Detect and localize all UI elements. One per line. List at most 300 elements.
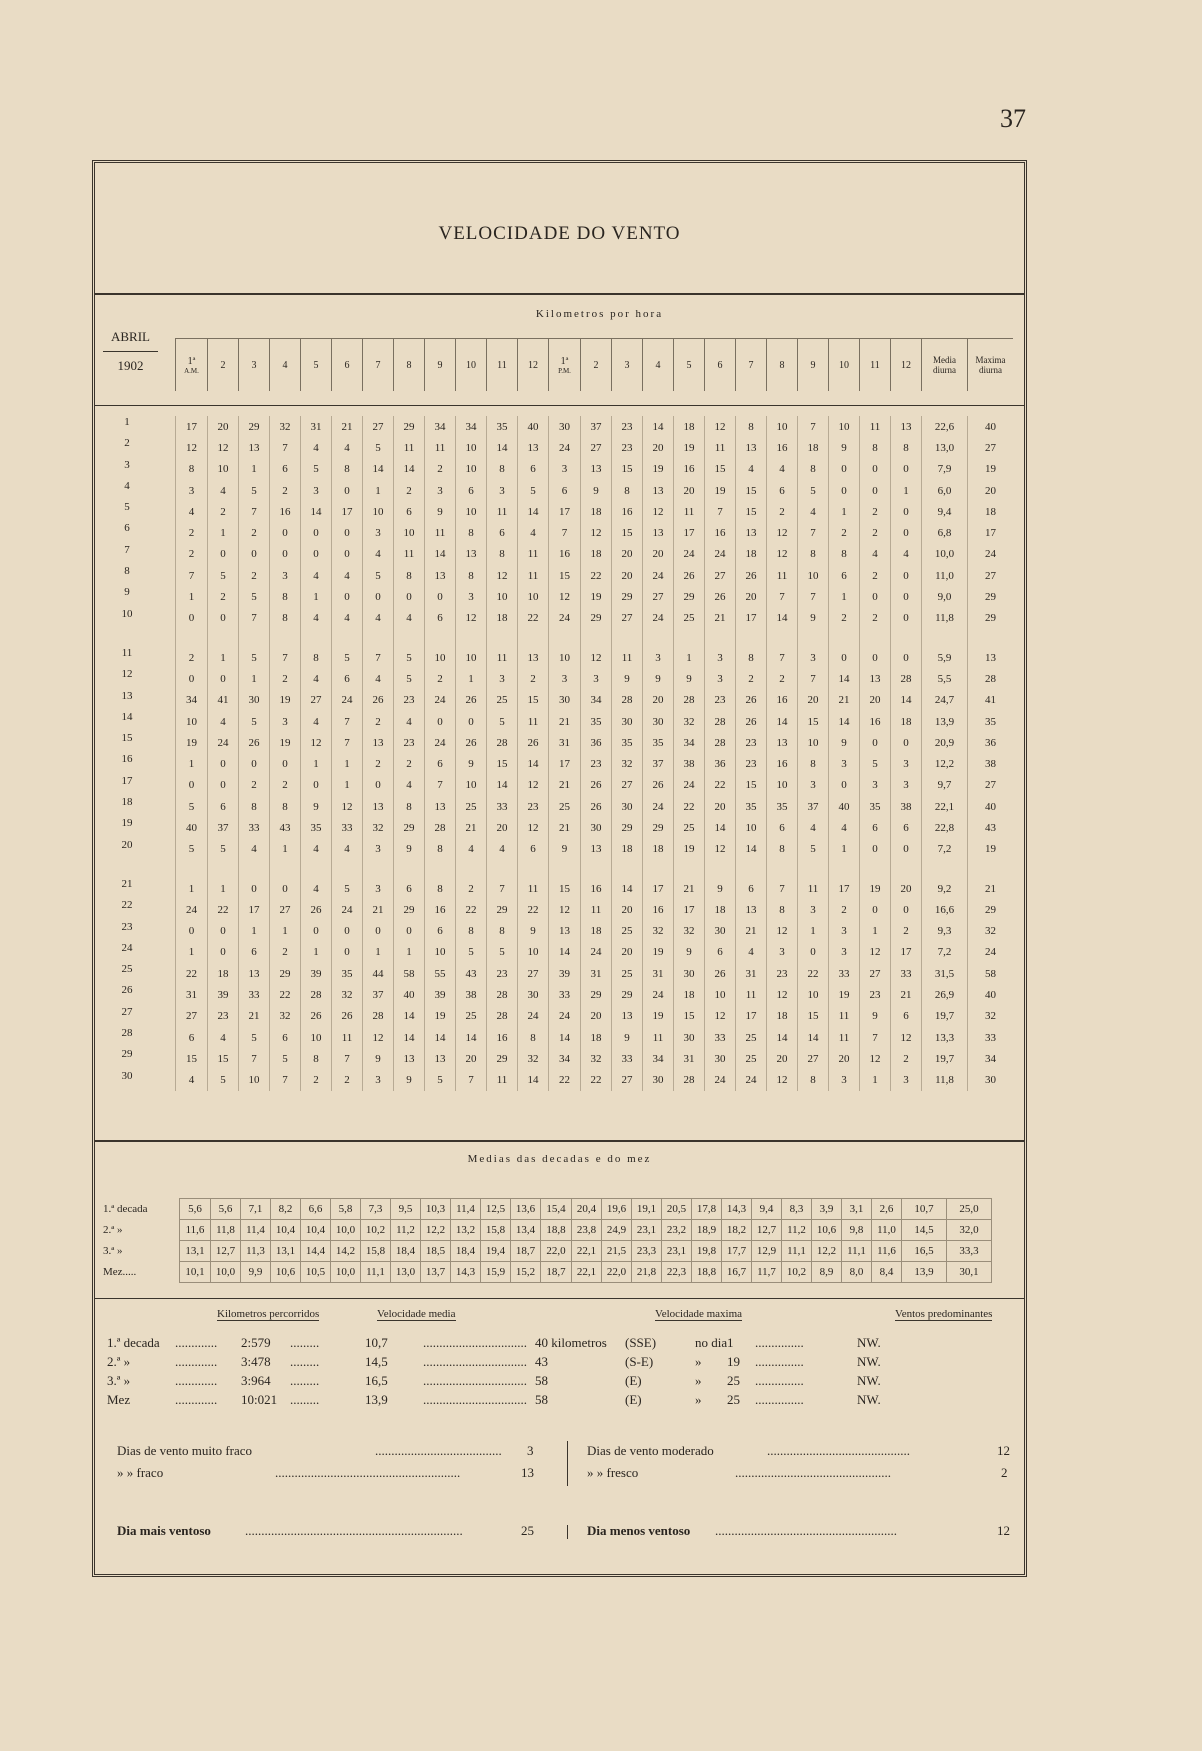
- cell: 0: [332, 942, 363, 963]
- cell: 5: [208, 1070, 239, 1091]
- divider: [95, 1298, 1024, 1299]
- summary-dia: 25: [727, 1373, 740, 1388]
- cell: 25: [549, 796, 581, 817]
- cell: 12: [332, 796, 363, 817]
- hour-header-cell: [549, 339, 581, 392]
- mais-label: Dia mais ventoso: [117, 1523, 211, 1538]
- cell: 16: [425, 899, 456, 920]
- cell: 10: [518, 586, 549, 607]
- summary-label: Mez: [107, 1392, 131, 1407]
- cell: 30: [549, 416, 581, 437]
- cell: 30: [581, 817, 612, 838]
- cell: 4: [394, 711, 425, 732]
- cell: 20: [860, 690, 891, 711]
- cell: 24: [674, 775, 705, 796]
- cell: 2: [239, 775, 270, 796]
- cell: 26: [363, 690, 394, 711]
- cell: 32: [643, 921, 674, 942]
- cell: 10: [208, 459, 239, 480]
- cell: 24: [643, 608, 674, 629]
- dots: .........: [290, 1373, 320, 1388]
- hour-label: 2: [593, 359, 599, 371]
- summary-km: 2:579: [241, 1335, 271, 1350]
- cell: 27: [968, 565, 1014, 586]
- cell: 15: [736, 480, 767, 501]
- cell: 1: [239, 459, 270, 480]
- cell: 16: [767, 753, 798, 774]
- dots: ...............: [755, 1354, 804, 1369]
- cell: 22: [581, 565, 612, 586]
- cell: 32: [674, 711, 705, 732]
- medias-cell: 10,6: [812, 1220, 842, 1241]
- cell: 4: [736, 942, 767, 963]
- summary-vel: 10,7: [365, 1335, 388, 1350]
- cell: 36: [581, 732, 612, 753]
- cell: 7: [798, 586, 829, 607]
- cell: 27: [968, 775, 1014, 796]
- medias-cell: 20,5: [662, 1199, 692, 1220]
- cell: 22: [456, 899, 487, 920]
- hour-header: [175, 338, 1013, 391]
- cell: 20: [643, 544, 674, 565]
- medias-cell: 11,1: [842, 1241, 872, 1262]
- cell: 14: [643, 416, 674, 437]
- day-label: 19: [121, 817, 133, 830]
- cell: 2: [270, 668, 301, 689]
- cell: 32: [674, 921, 705, 942]
- cell: 0: [829, 459, 860, 480]
- cell: 6,8: [922, 522, 968, 543]
- cell: 26: [581, 775, 612, 796]
- cell: 11: [612, 647, 643, 668]
- hour-label: 6: [344, 359, 350, 371]
- cell: 26: [332, 1006, 363, 1027]
- cell: 12: [301, 732, 332, 753]
- cell: 1: [332, 753, 363, 774]
- cell: 24: [643, 565, 674, 586]
- head-ventos: Ventos predominantes: [895, 1308, 993, 1320]
- cell: 34: [581, 690, 612, 711]
- medias-cell: 11,4: [451, 1199, 481, 1220]
- cell: 1: [301, 942, 332, 963]
- cell: 24: [425, 732, 456, 753]
- cell: 10: [456, 647, 487, 668]
- cell: 34: [549, 1048, 581, 1069]
- summary-km: 3:964: [241, 1373, 271, 1388]
- medias-cell: 11,7: [752, 1262, 782, 1283]
- cell: 12: [767, 1070, 798, 1091]
- medias-cell: 12,9: [752, 1241, 782, 1262]
- hour-label: 1ª: [560, 355, 569, 367]
- cell: 2: [363, 753, 394, 774]
- cell: 14: [456, 1027, 487, 1048]
- separator: [567, 1441, 568, 1486]
- cell: 13: [363, 732, 394, 753]
- cell: 11: [487, 1070, 518, 1091]
- cell: 30: [643, 711, 674, 732]
- hour-label: 11: [870, 359, 880, 371]
- cell: 0: [176, 668, 208, 689]
- cell: 18: [581, 501, 612, 522]
- dots: ........................................................: [715, 1523, 897, 1538]
- cell: 13: [643, 522, 674, 543]
- cell: 12: [363, 1027, 394, 1048]
- cell: 4: [891, 544, 922, 565]
- cell: 33: [239, 984, 270, 1005]
- medias-cell: 10,3: [421, 1199, 451, 1220]
- medias-cell: 23,2: [662, 1220, 692, 1241]
- cell: 0: [891, 839, 922, 860]
- cell: 26: [736, 711, 767, 732]
- cell: 16: [705, 522, 736, 543]
- moderado-label: Dias de vento moderado: [587, 1443, 714, 1458]
- cell: 5: [798, 480, 829, 501]
- cell: 12: [487, 565, 518, 586]
- cell: 7: [456, 1070, 487, 1091]
- cell: 3: [767, 942, 798, 963]
- medias-label: 2.ª »: [103, 1224, 123, 1236]
- cell: 12: [518, 775, 549, 796]
- cell: 9,3: [922, 921, 968, 942]
- hour-header-cell: [705, 339, 736, 392]
- cell: 24: [643, 796, 674, 817]
- cell: 3: [549, 668, 581, 689]
- divider: [95, 405, 1024, 406]
- cell: 7: [487, 878, 518, 899]
- cell: 9: [549, 839, 581, 860]
- cell: 4: [301, 711, 332, 732]
- cell: 15: [176, 1048, 208, 1069]
- cell: 26: [301, 899, 332, 920]
- cell: 1: [332, 775, 363, 796]
- cell: 28: [612, 690, 643, 711]
- cell: 27: [270, 899, 301, 920]
- cell: 24: [332, 690, 363, 711]
- dots: ................................: [423, 1392, 527, 1407]
- cell: 11: [643, 1027, 674, 1048]
- cell: 3: [829, 1070, 860, 1091]
- summary-vento: NW.: [857, 1354, 881, 1369]
- cell: 11,8: [922, 608, 968, 629]
- cell: 14: [612, 878, 643, 899]
- cell: 2: [208, 501, 239, 522]
- cell: 28: [891, 668, 922, 689]
- cell: 8: [798, 1070, 829, 1091]
- cell: 19: [705, 480, 736, 501]
- cell: 3: [487, 480, 518, 501]
- cell: 10: [518, 942, 549, 963]
- cell: 34: [968, 1048, 1014, 1069]
- cell: 27: [581, 437, 612, 458]
- cell: 13: [891, 416, 922, 437]
- cell: 7: [270, 647, 301, 668]
- day-label: 30: [121, 1069, 133, 1082]
- cell: 32: [332, 984, 363, 1005]
- cell: 43: [456, 963, 487, 984]
- cell: 9: [829, 437, 860, 458]
- summary-vento: NW.: [857, 1392, 881, 1407]
- cell: 17: [176, 416, 208, 437]
- cell: 0: [301, 921, 332, 942]
- cell: 2: [394, 480, 425, 501]
- cell: 6: [518, 459, 549, 480]
- cell: 0: [425, 586, 456, 607]
- day-label: 24: [121, 941, 133, 954]
- cell: 2: [176, 647, 208, 668]
- cell: 29: [612, 984, 643, 1005]
- cell: 21: [968, 878, 1014, 899]
- hour-header-cell: [270, 339, 301, 392]
- cell: 0: [363, 586, 394, 607]
- cell: 23: [767, 963, 798, 984]
- cell: 8: [767, 839, 798, 860]
- cell: 4: [176, 501, 208, 522]
- medias-cell: 22,1: [572, 1262, 602, 1283]
- cell: 35: [301, 817, 332, 838]
- cell: 1: [176, 586, 208, 607]
- cell: 5: [394, 647, 425, 668]
- cell: 30: [518, 984, 549, 1005]
- medias-cell: 18,4: [451, 1241, 481, 1262]
- medias-cell: 11,0: [872, 1220, 902, 1241]
- cell: 16: [487, 1027, 518, 1048]
- cell: 41: [208, 690, 239, 711]
- cell: 3: [798, 899, 829, 920]
- cell: 16: [860, 711, 891, 732]
- cell: 29: [612, 586, 643, 607]
- hour-header-cell: [829, 339, 860, 392]
- medias-cell: 11,4: [241, 1220, 271, 1241]
- cell: 6: [549, 480, 581, 501]
- separator: [567, 1525, 568, 1539]
- cell: 28: [674, 690, 705, 711]
- cell: 14: [394, 1006, 425, 1027]
- medias-cell: 22,0: [541, 1241, 572, 1262]
- cell: 26: [705, 586, 736, 607]
- cell: 17: [829, 878, 860, 899]
- cell: 11: [674, 501, 705, 522]
- medias-cell: 12,7: [211, 1241, 241, 1262]
- table-row: [176, 796, 1014, 817]
- cell: 33: [968, 1027, 1014, 1048]
- cell: 4: [767, 459, 798, 480]
- cell: 18: [891, 711, 922, 732]
- cell: 0: [332, 921, 363, 942]
- cell: 8: [612, 480, 643, 501]
- cell: 27: [612, 775, 643, 796]
- cell: 9: [456, 753, 487, 774]
- year-label: 1902: [103, 351, 158, 380]
- hour-label: 6: [717, 359, 723, 371]
- head-km: Kilometros percorridos: [217, 1308, 320, 1320]
- month-label: ABRIL: [111, 329, 150, 344]
- cell: 30: [674, 1027, 705, 1048]
- cell: 2: [891, 1048, 922, 1069]
- cell: 0: [301, 544, 332, 565]
- cell: 0: [208, 544, 239, 565]
- dots: ...............: [755, 1335, 804, 1350]
- hour-header-cell: [301, 339, 332, 392]
- medias-cell: 22,0: [602, 1262, 632, 1283]
- medias-cell: 7,3: [361, 1199, 391, 1220]
- summary-dia-label: »: [695, 1373, 702, 1388]
- cell: 18: [736, 544, 767, 565]
- cell: 9: [798, 608, 829, 629]
- cell: 6: [425, 608, 456, 629]
- cell: 34: [176, 690, 208, 711]
- cell: 19: [968, 459, 1014, 480]
- cell: 24: [674, 544, 705, 565]
- cell: 4: [736, 459, 767, 480]
- cell: 18: [674, 984, 705, 1005]
- cell: 31: [643, 963, 674, 984]
- cell: 20: [736, 586, 767, 607]
- cell: 0: [176, 921, 208, 942]
- cell: 7: [425, 775, 456, 796]
- cell: 0: [176, 775, 208, 796]
- cell: 37: [208, 817, 239, 838]
- cell: 21: [891, 984, 922, 1005]
- cell: 12: [456, 608, 487, 629]
- cell: 13: [239, 963, 270, 984]
- medias-row: [99, 1241, 992, 1262]
- cell: 2: [860, 565, 891, 586]
- cell: 1: [363, 480, 394, 501]
- cell: 40: [176, 817, 208, 838]
- cell: 8: [394, 565, 425, 586]
- cell: 6: [332, 668, 363, 689]
- cell: 17: [643, 878, 674, 899]
- cell: 1: [860, 1070, 891, 1091]
- cell: 7,2: [922, 942, 968, 963]
- cell: 7: [860, 1027, 891, 1048]
- cell: 38: [891, 796, 922, 817]
- cell: 10: [549, 647, 581, 668]
- medias-cell: 10,4: [301, 1220, 331, 1241]
- cell: 4: [332, 565, 363, 586]
- dots: .............: [175, 1335, 218, 1350]
- hour-header-cell: [208, 339, 239, 392]
- fraco-label: » » fraco: [117, 1465, 164, 1480]
- cell: 6: [425, 753, 456, 774]
- table-row: [176, 647, 1014, 668]
- cell: 1: [798, 921, 829, 942]
- medias-cell: 13,4: [511, 1220, 541, 1241]
- table-row: [176, 586, 1014, 607]
- cell: 11,0: [922, 565, 968, 586]
- cell: 10: [176, 711, 208, 732]
- cell: 5: [301, 459, 332, 480]
- cell: 0: [829, 480, 860, 501]
- cell: 33: [705, 1027, 736, 1048]
- cell: 2: [829, 608, 860, 629]
- cell: 20: [581, 1006, 612, 1027]
- medias-cell: 10,2: [782, 1262, 812, 1283]
- cell: 19: [425, 1006, 456, 1027]
- cell: 8: [798, 544, 829, 565]
- cell: 24,7: [922, 690, 968, 711]
- cell: 35: [643, 732, 674, 753]
- cell: 35: [487, 416, 518, 437]
- cell: 33: [612, 1048, 643, 1069]
- medias-cell: 10,2: [361, 1220, 391, 1241]
- cell: 37: [581, 416, 612, 437]
- day-label: 20: [121, 838, 133, 851]
- medias-cell: 15,8: [481, 1220, 511, 1241]
- cell: 5: [270, 1048, 301, 1069]
- cell: 13: [736, 899, 767, 920]
- dots: .............: [175, 1373, 218, 1388]
- medias-label: 1.ª decada: [103, 1203, 148, 1215]
- medias-cell: 10,0: [211, 1262, 241, 1283]
- cell: 15: [612, 459, 643, 480]
- cell: 0: [363, 775, 394, 796]
- cell: 10: [301, 1027, 332, 1048]
- medias-cell: 12,2: [421, 1220, 451, 1241]
- cell: 23: [208, 1006, 239, 1027]
- medias-cell: 33,3: [947, 1241, 992, 1262]
- cell: 20: [456, 1048, 487, 1069]
- medias-cell: 8,9: [812, 1262, 842, 1283]
- cell: 22: [208, 899, 239, 920]
- cell: 6: [176, 1027, 208, 1048]
- cell: 7: [549, 522, 581, 543]
- cell: 27: [612, 1070, 643, 1091]
- cell: 11: [798, 878, 829, 899]
- cell: 18: [705, 899, 736, 920]
- cell: 15: [487, 753, 518, 774]
- cell: 24: [705, 544, 736, 565]
- cell: 6,0: [922, 480, 968, 501]
- medias-cell: 10,1: [180, 1262, 211, 1283]
- cell: 35: [612, 732, 643, 753]
- hour-label: 5: [686, 359, 692, 371]
- dots: ................................................: [735, 1465, 891, 1480]
- cell: 11: [767, 565, 798, 586]
- cell: 12: [767, 544, 798, 565]
- cell: 31: [549, 732, 581, 753]
- menos-value: 12: [997, 1523, 1010, 1538]
- cell: 2: [270, 775, 301, 796]
- cell: 3: [705, 647, 736, 668]
- cell: 4: [208, 480, 239, 501]
- cell: 25: [456, 796, 487, 817]
- medias-cell: 19,1: [632, 1199, 662, 1220]
- cell: 2: [301, 1070, 332, 1091]
- medias-cell: 23,1: [662, 1241, 692, 1262]
- cell: 4: [332, 608, 363, 629]
- day-label: 18: [121, 796, 133, 809]
- hour-header-cell: [363, 339, 394, 392]
- table-row: [176, 416, 1014, 437]
- cell: 21: [549, 711, 581, 732]
- medias-cell: 17,7: [722, 1241, 752, 1262]
- medias-cell: 3,9: [812, 1199, 842, 1220]
- cell: 22: [549, 1070, 581, 1091]
- cell: 0: [425, 711, 456, 732]
- table-row: [176, 1006, 1014, 1027]
- cell: 6: [239, 942, 270, 963]
- cell: 38: [968, 753, 1014, 774]
- cell: 30: [612, 711, 643, 732]
- maxima-header: Maxima diurna: [968, 339, 1014, 392]
- medias-cell: 8,3: [782, 1199, 812, 1220]
- medias-cell: 22,3: [662, 1262, 692, 1283]
- hour-header-cell: [176, 339, 208, 392]
- cell: 26: [456, 732, 487, 753]
- cell: 5: [363, 565, 394, 586]
- cell: 19: [176, 732, 208, 753]
